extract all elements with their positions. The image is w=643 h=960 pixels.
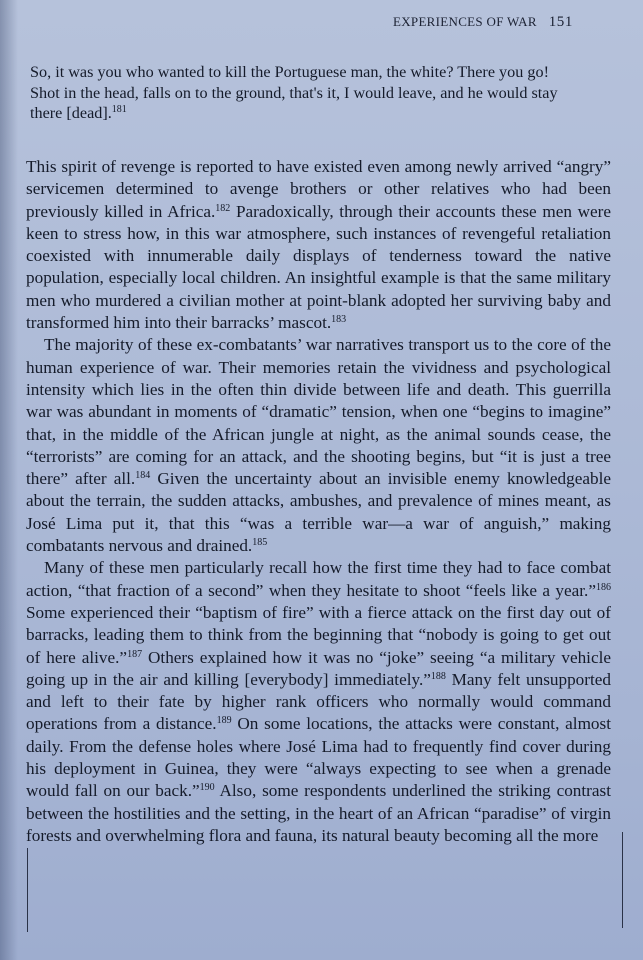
text-run: This spirit of revenge is reported to have existed even among newly arrived “angry” servicemen determined to avenge brothers or other relatives who had been previously killed in Africa. — [26, 157, 611, 221]
footnote-ref: 188 — [430, 670, 446, 682]
footnote-ref: 186 — [596, 581, 611, 593]
text-run: Given the uncertainty about an invisible enemy knowledgeable about the terrain, the sudden attacks, ambushes, and prevalence of mines meant, as José Lima put it, that this “was a terrible war—a war of anguish,” making combatants nervous and drained. — [26, 469, 612, 556]
chapter-title: EXPERIENCES OF WAR — [392, 14, 537, 29]
block-quote — [30, 62, 565, 124]
footnote-ref: 181 — [111, 104, 127, 115]
margin-line-left — [27, 848, 28, 932]
footnote-ref: 187 — [127, 648, 143, 660]
text-run: Many of these men particularly recall how the first time they had to face combat action, “that fraction of a second” when they hesitate to shoot “feels like a year.” — [26, 558, 611, 600]
footnote-ref: 182 — [215, 202, 231, 214]
footnote-ref: 184 — [135, 470, 151, 482]
text-run: Many felt unsupported and left to their fate by higher rank officers who normally would command operations from a distance. — [26, 669, 611, 734]
text-run: On some locations, the attacks were constant, almost daily. From the defense holes where José Lima had to frequently find cover during his deployment in Guinea, they were “always expecting to see when a grenade would fall on our back.” — [26, 714, 611, 801]
body-text — [26, 156, 611, 847]
quote-text: So, it was you who wanted to kill the Portuguese man, the white? There you go! Shot in the head, falls on to the ground, that's it, I would leave, and he would stay there [dead]. — [30, 63, 558, 122]
running-head — [393, 14, 573, 31]
margin-line-right — [622, 832, 623, 928]
paragraph — [26, 557, 611, 847]
text-run: The majority of these ex-combatants’ war narratives transport us to the core of the human experience of war. Their memories retain the vividness and psychological intensity which lies in the often thin divide between life and death. This guerrilla war was abundant in moments of “dramatic” tension, when one “begins to imagine” that, in the middle of the African jungle at night, as the animal sounds cease, the “terrorists” are coming for an attack, and the shooting begins, but “it is just a tree there” after all. — [26, 335, 611, 489]
text-run: Also, some respondents underlined the striking contrast between the hostilities and the setting, in the heart of an African “paradise” of virgin forests and overwhelming flora and fauna, its natural beauty becoming all the more — [26, 781, 611, 845]
paragraph — [26, 156, 611, 334]
text-run: Some experienced their “baptism of fire” with a fierce attack on the first day out of barracks, leading them to think from the beginning that “nobody is going to get out of here alive.” — [26, 602, 611, 667]
footnote-ref: 185 — [252, 537, 268, 549]
paragraph — [26, 334, 611, 557]
page-number: 151 — [548, 14, 573, 30]
footnote-ref: 190 — [199, 782, 215, 794]
text-run: Paradoxically, through their accounts these men were keen to stress how, in this war atmosphere, such instances of revengeful retaliation coexisted with innumerable daily displays of tenderness toward the native population, especially local children. An insightful example is that the same military men who murdered a civilian mother at point-blank adopted her surviving baby and transformed him into their barracks’ mascot. — [26, 201, 611, 333]
footnote-ref: 183 — [331, 314, 347, 326]
binding-shadow — [0, 0, 18, 960]
text-run: Others explained how it was no “joke” seeing “a military vehicle going up in the air and killing [everybody] immediately.” — [26, 647, 611, 689]
footnote-ref: 189 — [216, 715, 232, 727]
